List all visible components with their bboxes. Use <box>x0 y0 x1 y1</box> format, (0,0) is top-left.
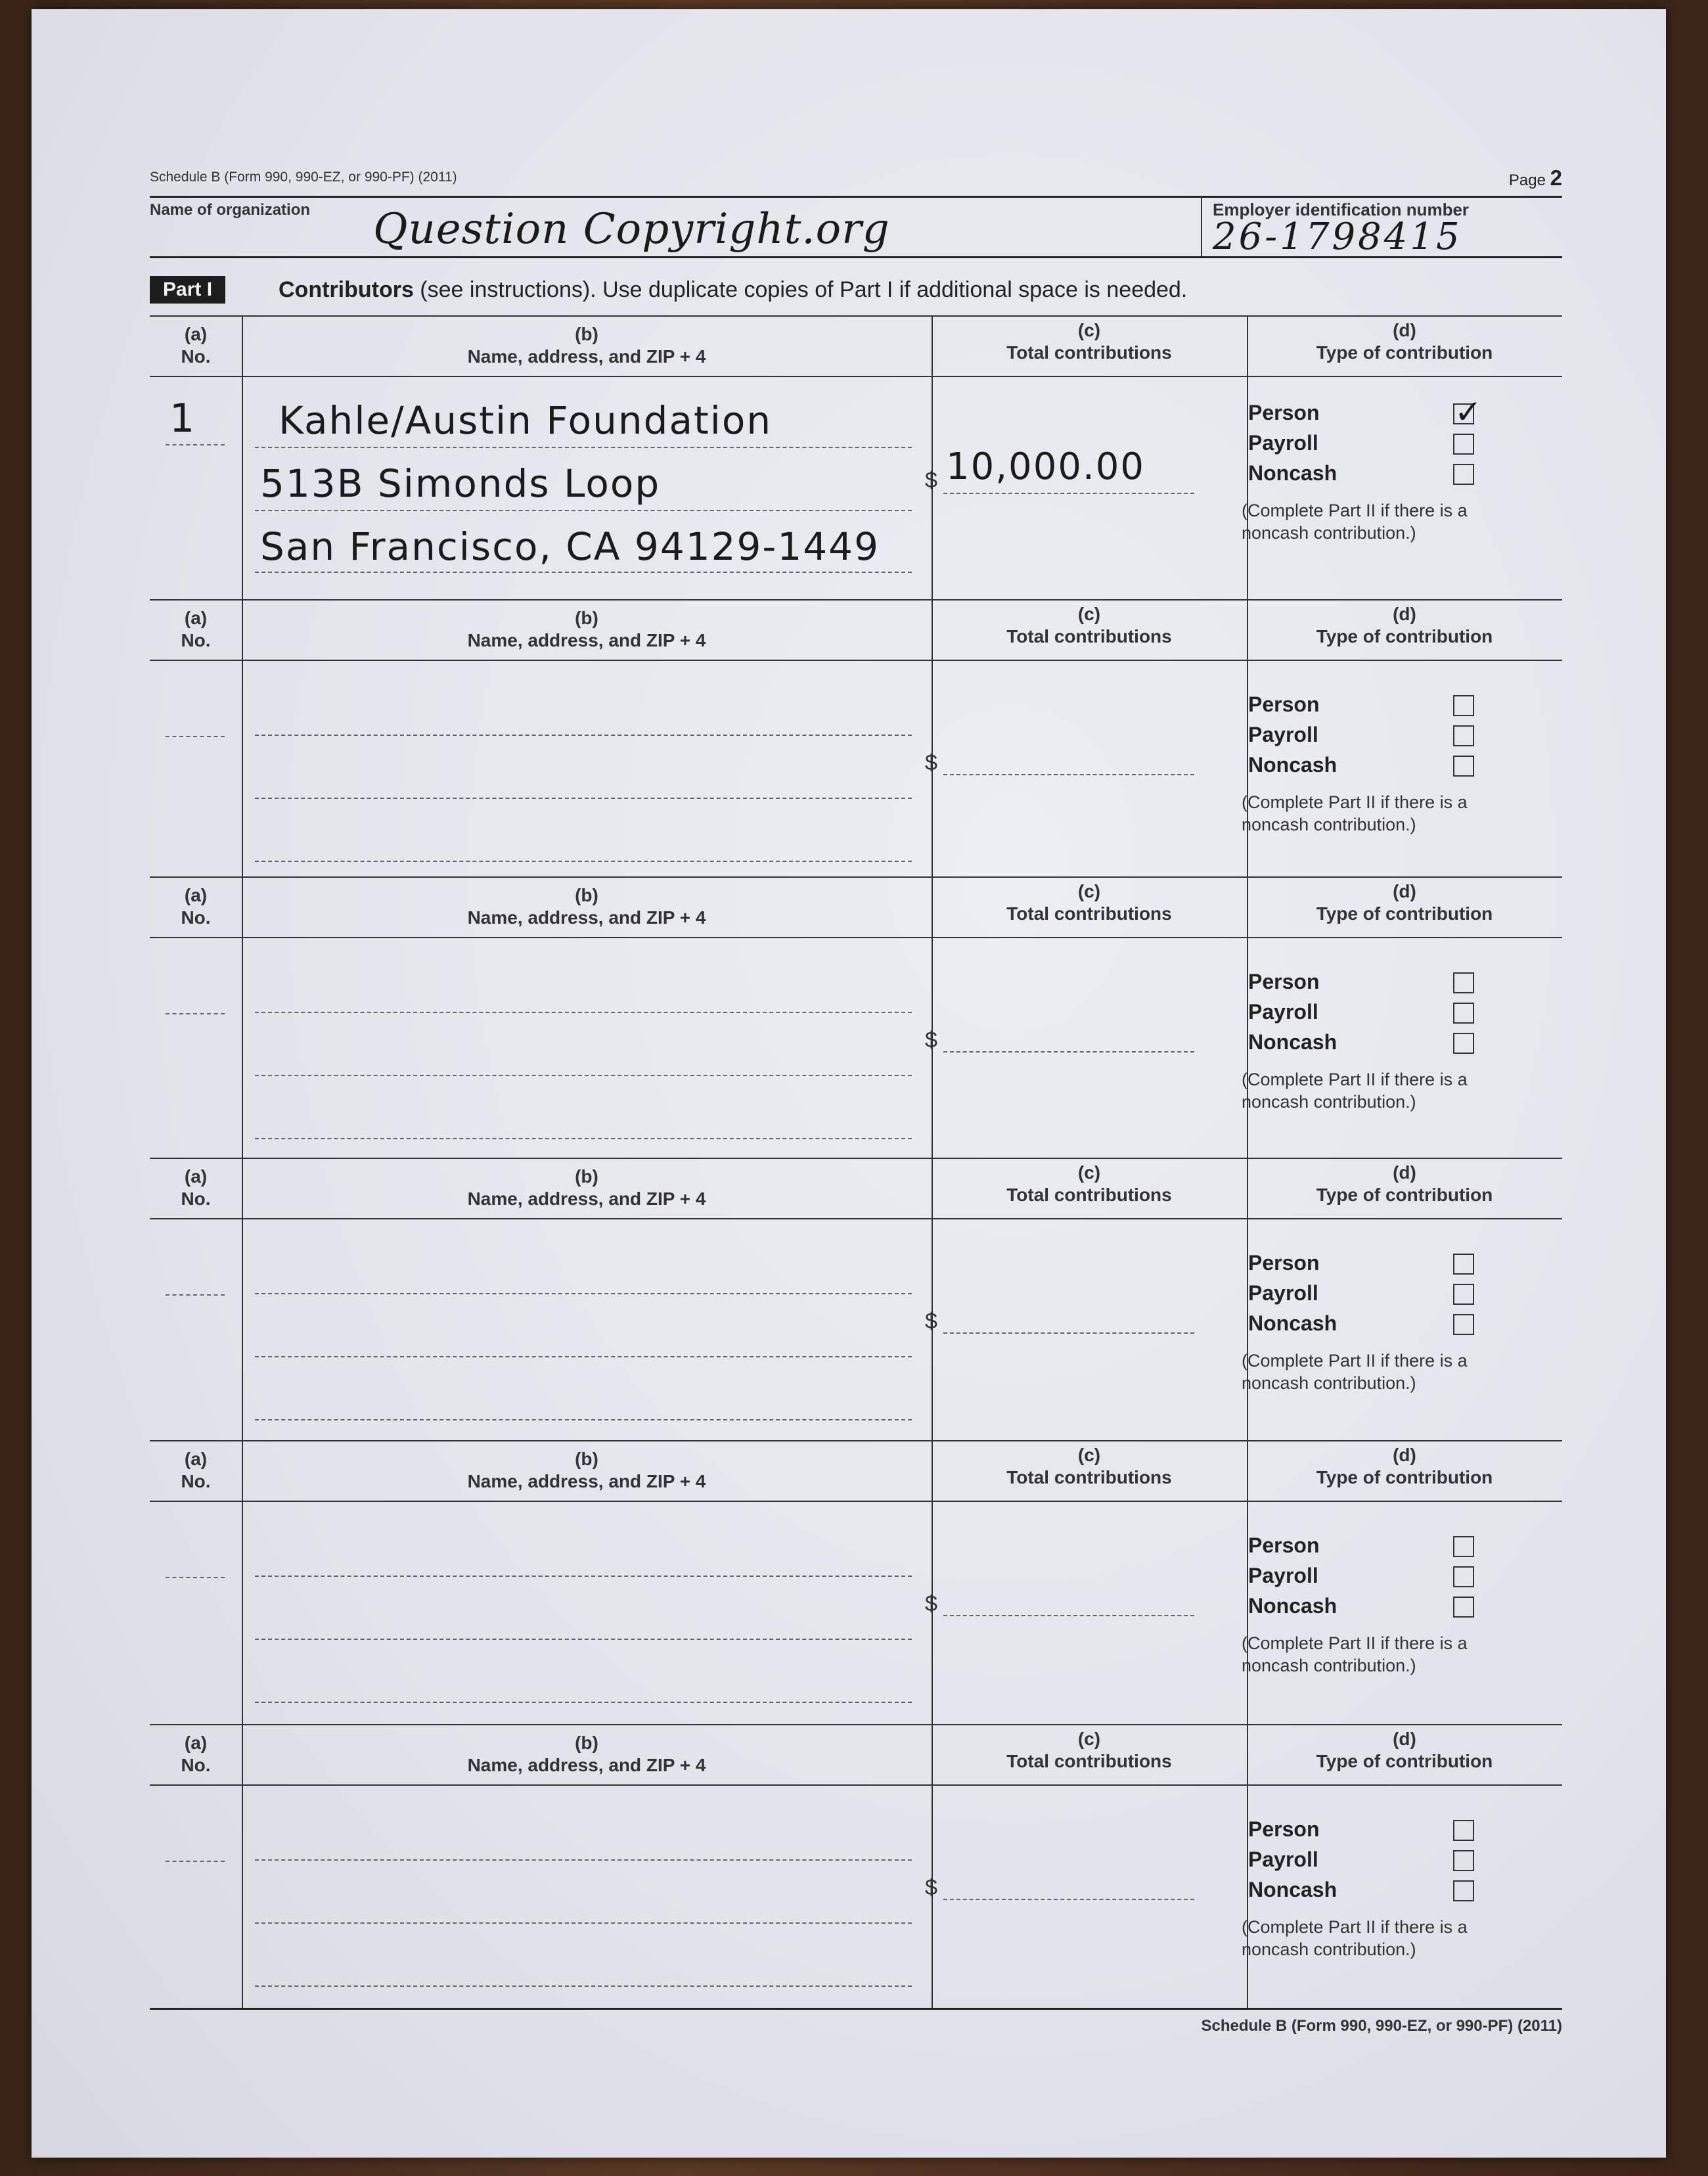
noncash-note: (Complete Part II if there is a noncash contribution.) <box>1242 1633 1468 1675</box>
col-c-code: (c) <box>1077 1445 1101 1465</box>
col-b-code: (b) <box>575 608 598 628</box>
number-field-line[interactable] <box>166 1013 225 1014</box>
col-divider <box>242 599 243 876</box>
col-b-header <box>242 876 932 945</box>
payroll-label: Payroll <box>1248 431 1318 455</box>
contributor-block <box>150 1158 1562 1440</box>
number-field-line[interactable] <box>166 444 225 445</box>
address-line[interactable] <box>255 1075 912 1076</box>
part-heading <box>150 273 1562 306</box>
bottom-rule <box>150 2008 1562 2010</box>
col-divider <box>932 599 933 876</box>
noncash-checkbox[interactable] <box>1453 464 1474 485</box>
address-line[interactable] <box>255 798 912 799</box>
person-label: Person <box>1248 692 1320 716</box>
col-c-label: Total contributions <box>1006 1185 1172 1205</box>
col-divider <box>1247 315 1248 599</box>
address-line[interactable] <box>255 1702 912 1703</box>
address-line[interactable] <box>255 572 912 573</box>
dollar-sign: $ <box>925 1875 937 1900</box>
person-label: Person <box>1248 401 1320 424</box>
col-a-header <box>150 599 242 668</box>
col-b-label: Name, address, and ZIP + 4 <box>467 1471 706 1491</box>
col-a-code: (a) <box>184 1449 208 1469</box>
col-d-code: (d) <box>1393 1162 1416 1183</box>
col-divider <box>932 876 933 1158</box>
amount-field-line[interactable] <box>943 1615 1194 1616</box>
dollar-sign: $ <box>925 750 937 775</box>
noncash-checkbox[interactable] <box>1453 1880 1474 1901</box>
amount-field-line[interactable] <box>943 1051 1194 1053</box>
col-divider <box>242 315 243 599</box>
col-b-label: Name, address, and ZIP + 4 <box>467 1755 706 1775</box>
payroll-checkbox[interactable] <box>1453 434 1474 455</box>
form-header <box>150 166 1562 196</box>
person-checkbox[interactable] <box>1453 695 1474 716</box>
address-line[interactable] <box>255 735 912 736</box>
col-d-header <box>1247 1158 1562 1222</box>
contribution-amount[interactable]: 10,000.00 <box>946 445 1146 488</box>
noncash-label: Noncash <box>1248 753 1337 777</box>
col-d-code: (d) <box>1393 1729 1416 1749</box>
noncash-label: Noncash <box>1248 1311 1337 1335</box>
payroll-checkbox[interactable] <box>1453 1284 1474 1305</box>
col-a-code: (a) <box>184 1166 208 1187</box>
check-mark-icon: ✓ <box>1454 394 1482 430</box>
col-b-header <box>242 599 932 668</box>
column-header-row <box>150 1440 1562 1502</box>
noncash-checkbox[interactable] <box>1453 756 1474 777</box>
col-c-header <box>932 315 1247 380</box>
org-name-label: Name of organization <box>150 201 311 219</box>
contributor-city[interactable]: San Francisco, CA 94129-1449 <box>260 524 880 569</box>
number-field-line[interactable] <box>166 1861 225 1862</box>
payroll-checkbox[interactable] <box>1453 1566 1474 1587</box>
col-d-header <box>1247 1440 1562 1505</box>
schedule-b-form <box>150 158 1562 2037</box>
address-line[interactable] <box>255 1922 912 1924</box>
col-c-code: (c) <box>1077 881 1101 901</box>
col-d-label: Type of contribution <box>1316 903 1493 924</box>
person-checkbox[interactable] <box>1453 394 1482 430</box>
contributor-number[interactable]: 1 <box>169 396 195 442</box>
col-b-code: (b) <box>575 885 598 905</box>
col-c-header <box>932 1724 1247 1788</box>
contributor-block <box>150 1724 1562 2008</box>
col-c-code: (c) <box>1077 1162 1101 1183</box>
payroll-label: Payroll <box>1248 1000 1318 1024</box>
address-line[interactable] <box>255 1985 912 1987</box>
col-divider <box>242 1724 243 2008</box>
col-divider <box>932 315 933 599</box>
address-line[interactable] <box>255 447 912 448</box>
noncash-label: Noncash <box>1248 1594 1337 1618</box>
address-line[interactable] <box>255 510 912 511</box>
col-b-code: (b) <box>575 1449 598 1469</box>
col-divider <box>932 1440 933 1724</box>
person-label: Person <box>1248 1817 1320 1841</box>
col-c-code: (c) <box>1077 320 1101 340</box>
col-a-header <box>150 1440 242 1508</box>
col-b-code: (b) <box>575 1733 598 1753</box>
column-header-row <box>150 1158 1562 1219</box>
col-divider <box>242 1440 243 1724</box>
organization-row <box>150 196 1562 256</box>
schedule-reference: Schedule B (Form 990, 990-EZ, or 990-PF) (2011) <box>150 170 457 185</box>
col-d-code: (d) <box>1393 320 1416 340</box>
column-header-row <box>150 599 1562 661</box>
contributor-name[interactable]: Kahle/Austin Foundation <box>279 398 773 443</box>
noncash-note: (Complete Part II if there is a noncash contribution.) <box>1242 792 1468 834</box>
page-number: 2 <box>1550 166 1562 190</box>
address-line[interactable] <box>255 1356 912 1357</box>
col-c-header <box>932 876 1247 941</box>
address-line[interactable] <box>255 1639 912 1640</box>
noncash-note: (Complete Part II if there is a noncash contribution.) <box>1242 1351 1468 1393</box>
noncash-note: (Complete Part II if there is a noncash contribution.) <box>1242 1917 1468 1959</box>
footer-reference: Schedule B (Form 990, 990-EZ, or 990-PF) (2011) <box>1201 2017 1562 2035</box>
col-c-header <box>932 599 1247 664</box>
part-title <box>279 277 1187 303</box>
col-d-label: Type of contribution <box>1316 1185 1493 1205</box>
col-a-code: (a) <box>184 608 208 628</box>
dollar-sign: $ <box>925 1591 937 1616</box>
payroll-checkbox[interactable] <box>1453 1850 1474 1871</box>
payroll-label: Payroll <box>1248 1281 1318 1305</box>
noncash-note: (Complete Part II if there is a noncash contribution.) <box>1242 501 1468 543</box>
col-b-label: Name, address, and ZIP + 4 <box>467 346 706 367</box>
dollar-sign: $ <box>925 468 937 493</box>
col-b-code: (b) <box>575 324 598 344</box>
column-header-row <box>150 1724 1562 1786</box>
person-label: Person <box>1248 970 1320 993</box>
col-a-label: No. <box>181 1189 211 1209</box>
payroll-label: Payroll <box>1248 723 1318 746</box>
payroll-label: Payroll <box>1248 1847 1318 1871</box>
col-divider <box>932 1724 933 2008</box>
col-a-label: No. <box>181 907 211 928</box>
noncash-checkbox[interactable] <box>1453 1033 1474 1054</box>
contributor-block <box>150 1440 1562 1724</box>
ein-label: Employer identification number <box>1213 200 1470 219</box>
col-c-label: Total contributions <box>1006 903 1172 924</box>
col-a-code: (a) <box>184 1733 208 1753</box>
noncash-checkbox[interactable] <box>1453 1597 1474 1618</box>
contributor-block <box>150 315 1562 599</box>
page-label: Page <box>1508 171 1546 189</box>
col-d-label: Type of contribution <box>1316 1751 1493 1771</box>
col-b-header <box>242 1440 932 1508</box>
number-field-line[interactable] <box>166 1294 225 1296</box>
dollar-sign: $ <box>925 1028 937 1053</box>
part-badge: Part I <box>150 276 225 304</box>
person-checkbox[interactable] <box>1453 1820 1474 1841</box>
payroll-checkbox[interactable] <box>1453 1003 1474 1024</box>
col-d-code: (d) <box>1393 1445 1416 1465</box>
address-line[interactable] <box>255 1293 912 1294</box>
address-line[interactable] <box>255 1012 912 1013</box>
person-checkbox[interactable] <box>1453 1254 1474 1275</box>
address-line[interactable] <box>255 1138 912 1139</box>
col-a-header <box>150 1158 242 1226</box>
person-label: Person <box>1248 1533 1320 1557</box>
col-divider <box>242 1158 243 1440</box>
amount-field-line[interactable] <box>943 1899 1194 1900</box>
amount-field-line[interactable] <box>943 493 1194 494</box>
part-title-rest: (see instructions). Use duplicate copies of Part I if additional space is needed. <box>413 277 1188 302</box>
contributor-block <box>150 876 1562 1158</box>
col-c-label: Total contributions <box>1006 1467 1172 1487</box>
col-a-code: (a) <box>184 324 208 344</box>
col-a-header <box>150 1724 242 1792</box>
col-b-code: (b) <box>575 1166 598 1187</box>
col-a-label: No. <box>181 1755 211 1775</box>
noncash-checkbox[interactable] <box>1453 1314 1474 1335</box>
col-a-label: No. <box>181 630 211 650</box>
noncash-label: Noncash <box>1248 461 1337 485</box>
contributor-block <box>150 599 1562 876</box>
col-c-label: Total contributions <box>1006 626 1172 646</box>
paper-sheet <box>32 9 1666 2158</box>
col-b-header <box>242 315 932 384</box>
col-c-header <box>932 1158 1247 1222</box>
person-label: Person <box>1248 1251 1320 1275</box>
number-field-line[interactable] <box>166 1577 225 1578</box>
col-d-code: (d) <box>1393 881 1416 901</box>
col-d-code: (d) <box>1393 604 1416 624</box>
noncash-label: Noncash <box>1248 1030 1337 1054</box>
col-b-header <box>242 1724 932 1792</box>
address-line[interactable] <box>255 1859 912 1861</box>
part-title-bold: Contributors <box>279 277 414 302</box>
address-line[interactable] <box>255 1575 912 1577</box>
col-d-label: Type of contribution <box>1316 1467 1493 1487</box>
col-d-header <box>1247 315 1562 380</box>
col-c-code: (c) <box>1077 604 1101 624</box>
org-name-field[interactable]: Question Copyright.org <box>373 205 890 254</box>
col-c-label: Total contributions <box>1006 1751 1172 1771</box>
dollar-sign: $ <box>925 1309 937 1334</box>
ein-field[interactable]: 26-1798415 <box>1213 215 1462 258</box>
col-b-header <box>242 1158 932 1226</box>
col-a-header <box>150 876 242 945</box>
org-rule <box>150 256 1562 258</box>
noncash-label: Noncash <box>1248 1878 1337 1901</box>
number-field-line[interactable] <box>166 736 225 737</box>
column-header-row <box>150 315 1562 377</box>
col-c-code: (c) <box>1077 1729 1101 1749</box>
ein-box <box>1201 196 1563 256</box>
col-a-header <box>150 315 242 384</box>
col-d-header <box>1247 876 1562 941</box>
col-a-label: No. <box>181 346 211 367</box>
address-line[interactable] <box>255 861 912 862</box>
col-c-label: Total contributions <box>1006 342 1172 363</box>
col-a-code: (a) <box>184 885 208 905</box>
address-line[interactable] <box>255 1419 912 1420</box>
amount-field-line[interactable] <box>943 1332 1194 1334</box>
payroll-checkbox[interactable] <box>1453 725 1474 746</box>
contributor-address[interactable]: 513B Simonds Loop <box>260 461 661 506</box>
person-checkbox[interactable] <box>1453 972 1474 993</box>
col-b-label: Name, address, and ZIP + 4 <box>467 907 706 928</box>
col-b-label: Name, address, and ZIP + 4 <box>467 630 706 650</box>
col-b-label: Name, address, and ZIP + 4 <box>467 1189 706 1209</box>
col-d-header <box>1247 599 1562 664</box>
col-d-label: Type of contribution <box>1316 626 1493 646</box>
person-checkbox[interactable] <box>1453 1536 1474 1557</box>
page-indicator <box>1509 166 1562 191</box>
col-d-header <box>1247 1724 1562 1788</box>
col-divider <box>932 1158 933 1440</box>
noncash-note: (Complete Part II if there is a noncash contribution.) <box>1242 1070 1468 1112</box>
column-header-row <box>150 876 1562 938</box>
payroll-label: Payroll <box>1248 1564 1318 1587</box>
col-c-header <box>932 1440 1247 1505</box>
col-a-label: No. <box>181 1471 211 1491</box>
col-d-label: Type of contribution <box>1316 342 1493 363</box>
amount-field-line[interactable] <box>943 774 1194 775</box>
col-divider <box>242 876 243 1158</box>
